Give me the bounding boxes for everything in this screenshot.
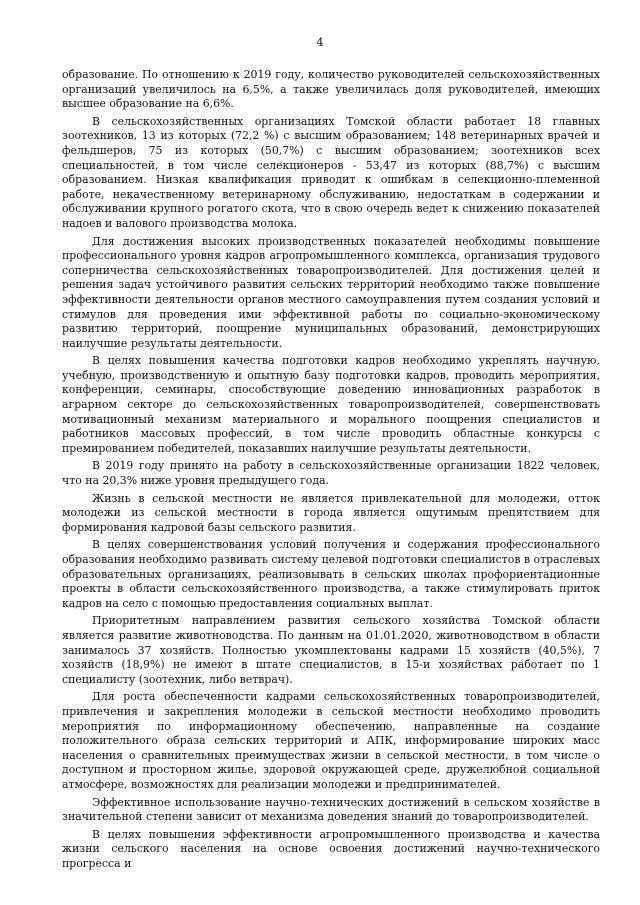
paragraph: В сельскохозяйственных организациях Томской области работает 18 главных зоотехников, 13 из которых (72,2 %) с высшим образованием; 148 ветеринарных врачей и фельдшеров, 75 из которых (50,7%) с высшим образованием; зоотехников всех специальностей, в том числе селекционеров - 53,47 из которых (88,7%) с высшим образованием. Низкая квалификация приводит к ошибкам в селекционно-племенной работе, некачественному ветеринарному обслуживанию, недостаткам в содержании и обслуживании крупного рогатого скота, что в свою очередь ведет к снижению показателей надоев и валового производства молока.: [62, 114, 600, 230]
paragraph: Для роста обеспеченности кадрами сельскохозяйственных товаропроизводителей, привлечения и закрепления молодежи в сельской местности необходимо проводить мероприятия по информационному обеспечению, направленные на создание положительного образа сельских территорий и АПК, информирование широких масс населения о сравнительных преимуществах жизни в сельской местности, в том числе о доступном и просторном жилье, здоровой окружающей среде, дружелюбной социальной атмосфере, возможностях для реализации молодежи и предпринимателей.: [62, 690, 600, 791]
paragraph: Для достижения высоких производственных показателей необходимы повышение профессионального уровня кадров агропромышленного комплекса, организация трудового соперничества сельскохозяйственных товаропроизводителей. Для достижения целей и решения задач устойчивого развития сельских территорий необходимо также повышение эффективности деятельности органов местного самоуправления путем создания условий и стимулов для проведения ими эффективной работы по социально-экономическому развитию территорий, поощрение муниципальных образований, демонстрирующих наилучшие результаты деятельности.: [62, 234, 600, 350]
paragraph: Жизнь в сельской местности не является привлекательной для молодежи, отток молодежи из сельской местности в города является ощутимым препятствием для формирования кадровой базы сельского развития.: [62, 491, 600, 534]
paragraph: Приоритетным направлением развития сельского хозяйства Томской области является развитие животноводства. По данным на 01.01.2020, животноводством в области занималось 37 хозяйств. Полностью укомплектованы кадрами 15 хозяйств (40,5%), 7 хозяйств (18,9%) не имеют в штате специалистов, в 15-и хозяйствах работает по 1 специалисту (зоотехник, либо ветврач).: [62, 614, 600, 686]
paragraph: образование. По отношению к 2019 году, количество руководителей сельскохозяйственных организаций увеличилось на 6,5%, а также увеличилась доля руководителей, имеющих высшее образование на 6,6%.: [62, 68, 600, 111]
document-body: [62, 68, 600, 874]
paragraph: Эффективное использование научно-технических достижений в сельском хозяйстве в значительной степени зависит от механизма доведения знаний до товаропроизводителей.: [62, 795, 600, 824]
paragraph: В целях повышения эффективности агропромышленного производства и качества жизни сельского населения на основе освоения достижений научно-технического прогресса и: [62, 827, 600, 870]
paragraph: В 2019 году принято на работу в сельскохозяйственные организации 1822 человек, что на 20,3% ниже уровня предыдущего года.: [62, 459, 600, 488]
page-number: 4: [316, 36, 324, 49]
paragraph: В целях совершенствования условий получения и содержания профессионального образования необходимо развивать систему целевой подготовки специалистов в отраслевых образовательных организациях, реализовывать в сельских школах профориентационные проекты в области сельскохозяйственного производства, а также стимулировать приток кадров на село с помощью предоставления социальных выплат.: [62, 538, 600, 610]
paragraph: В целях повышения качества подготовки кадров необходимо укреплять научную, учебную, производственную и опытную базу подготовки кадров, проводить мероприятия, конференции, семинары, способствующие доведению инновационных разработок в аграрном секторе до сельскохозяйственных товаропроизводителей, совершенствовать мотивационный механизм материального и морального поощрения специалистов и работников массовых профессий, в том числе проводить областные конкурсы с премированием победителей, показавших наилучшие результаты деятельности.: [62, 354, 600, 455]
